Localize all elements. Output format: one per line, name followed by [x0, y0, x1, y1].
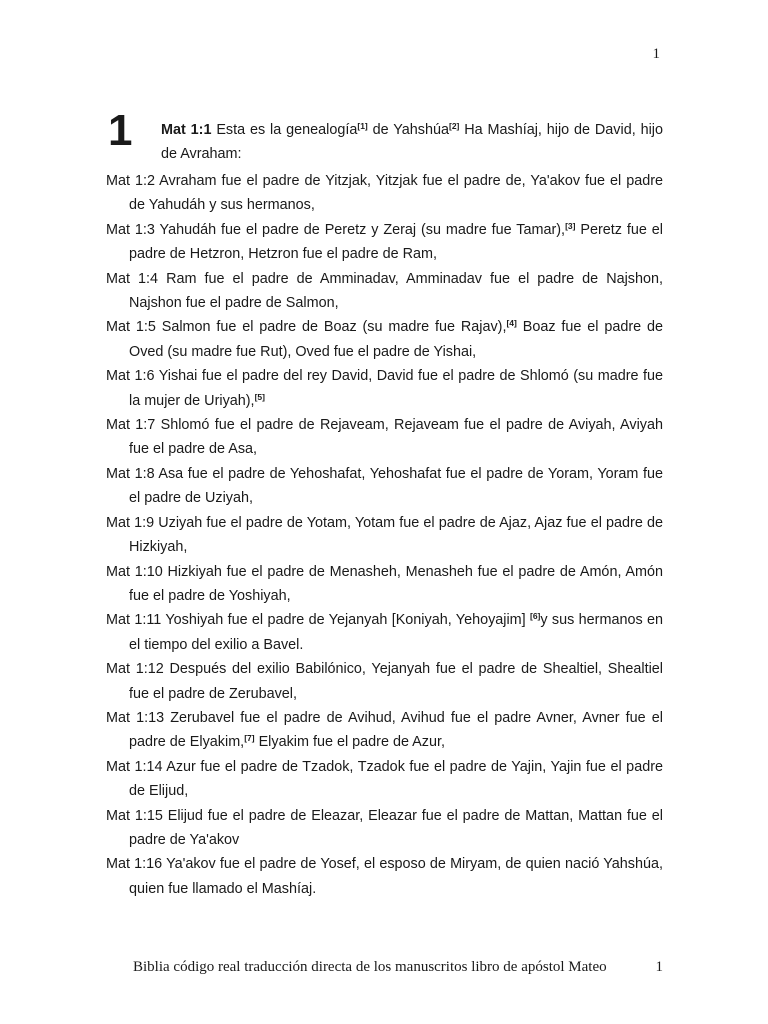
footnote-ref-4[interactable]: [4]	[506, 318, 517, 329]
verse-text: Mat 1:2 Avraham fue el padre de Yitzjak, Yitzjak fue el padre de, Ya'akov fue el padre de Yahudáh y sus hermanos,	[106, 173, 663, 214]
verse-6	[106, 364, 663, 413]
footer-page-number: 1	[655, 959, 663, 975]
verse-text: Mat 1:5 Salmon fue el padre de Boaz (su madre fue Rajav),	[106, 319, 507, 336]
verse-text-continued: Boaz fue el padre de Oved (su madre fue Rut), Oved fue el padre de Yishai,	[129, 319, 663, 360]
verse-1-text-part-1: Esta es la genealogía	[211, 122, 358, 138]
verse-text: Mat 1:9 Uziyah fue el padre de Yotam, Yotam fue el padre de Ajaz, Ajaz fue el padre de Hizkiyah,	[106, 514, 663, 556]
verse-16	[106, 852, 663, 901]
verse-text: Mat 1:3 Yahudáh fue el padre de Peretz y Zeraj (su madre fue Tamar),	[106, 221, 566, 238]
verse-2	[106, 169, 663, 218]
verse-text: Mat 1:14 Azur fue el padre de Tzadok, Tzadok fue el padre de Yajin, Yajin fue el padre de Elijud,	[106, 758, 663, 800]
verse-text-continued: Elyakim fue el padre de Azur,	[254, 734, 445, 751]
document-body	[106, 108, 663, 901]
verse-15	[106, 804, 663, 853]
footnote-ref-7[interactable]: [7]	[244, 733, 255, 744]
verse-text-continued: y sus hermanos en el tiempo del exilio a Bavel.	[129, 612, 663, 653]
footnote-ref-3[interactable]: [3]	[565, 220, 576, 231]
verse-3	[106, 218, 663, 267]
chapter-opening	[106, 108, 663, 166]
verse-text: Mat 1:4 Ram fue el padre de Amminadav, Amminadav fue el padre de Najshon, Najshon fue el padre de Salmon,	[106, 270, 663, 312]
verse-1	[129, 108, 663, 166]
verse-5	[106, 315, 663, 364]
verse-9	[106, 511, 663, 560]
footnote-ref-5[interactable]: [5]	[254, 391, 265, 402]
verse-text: Mat 1:13 Zerubavel fue el padre de Avihud, Avihud fue el padre Avner, Avner fue el padre de Elyakim,	[106, 709, 663, 751]
verse-text: Mat 1:8 Asa fue el padre de Yehoshafat, Yehoshafat fue el padre de Yoram, Yoram fue el padre de Uziyah,	[106, 465, 663, 507]
verse-text: Mat 1:16 Ya'akov fue el padre de Yosef, el esposo de Miryam, de quien nació Yahshúa, quien fue llamado el Mashíaj.	[106, 856, 663, 897]
footer-text: Biblia código real traducción directa de los manuscritos libro de apóstol Mateo	[133, 959, 607, 975]
verse-12	[106, 657, 663, 706]
verse-10	[106, 560, 663, 609]
verse-14	[106, 755, 663, 804]
footnote-ref-2[interactable]: [2]	[448, 121, 460, 131]
verse-text: Mat 1:15 Elijud fue el padre de Eleazar, Eleazar fue el padre de Mattan, Mattan fue el padre de Ya'akov	[106, 807, 663, 848]
verse-text: Mat 1:12 Después del exilio Babilónico, Yejanyah fue el padre de Shealtiel, Shealtiel fue el padre de Zerubavel,	[106, 661, 663, 702]
verse-text: Mat 1:7 Shlomó fue el padre de Rejaveam, Rejaveam fue el padre de Aviyah, Aviyah fue el padre de Asa,	[106, 417, 663, 458]
chapter-number: 1	[108, 106, 133, 155]
verse-1-text-part-2: de Yahshúa	[367, 122, 449, 138]
verse-11	[106, 608, 663, 657]
header-page-number: 1	[652, 46, 660, 62]
verse-1-text-part-3: Ha Mashíaj, hijo de David, hijo de Avraham:	[161, 122, 663, 162]
verse-8	[106, 462, 663, 511]
verse-text: Mat 1:6 Yishai fue el padre del rey David, David fue el padre de Shlomó (su madre fue la mujer de Uriyah),	[106, 368, 663, 409]
verse-1-reference: Mat 1:1	[161, 122, 212, 138]
verse-7	[106, 413, 663, 462]
footnote-ref-6[interactable]: [6]	[530, 611, 541, 622]
verse-text: Mat 1:11 Yoshiyah fue el padre de Yejanyah [Koniyah, Yehoyajim]	[106, 612, 530, 629]
verse-text: Mat 1:10 Hizkiyah fue el padre de Menasheh, Menasheh fue el padre de Amón, Amón fue el padre de Yoshiyah,	[106, 563, 663, 604]
verse-13	[106, 706, 663, 755]
footnote-ref-1[interactable]: [1]	[357, 121, 368, 131]
verse-4	[106, 267, 663, 316]
verse-text-continued: Peretz fue el padre de Hetzron, Hetzron fue el padre de Ram,	[129, 221, 663, 263]
